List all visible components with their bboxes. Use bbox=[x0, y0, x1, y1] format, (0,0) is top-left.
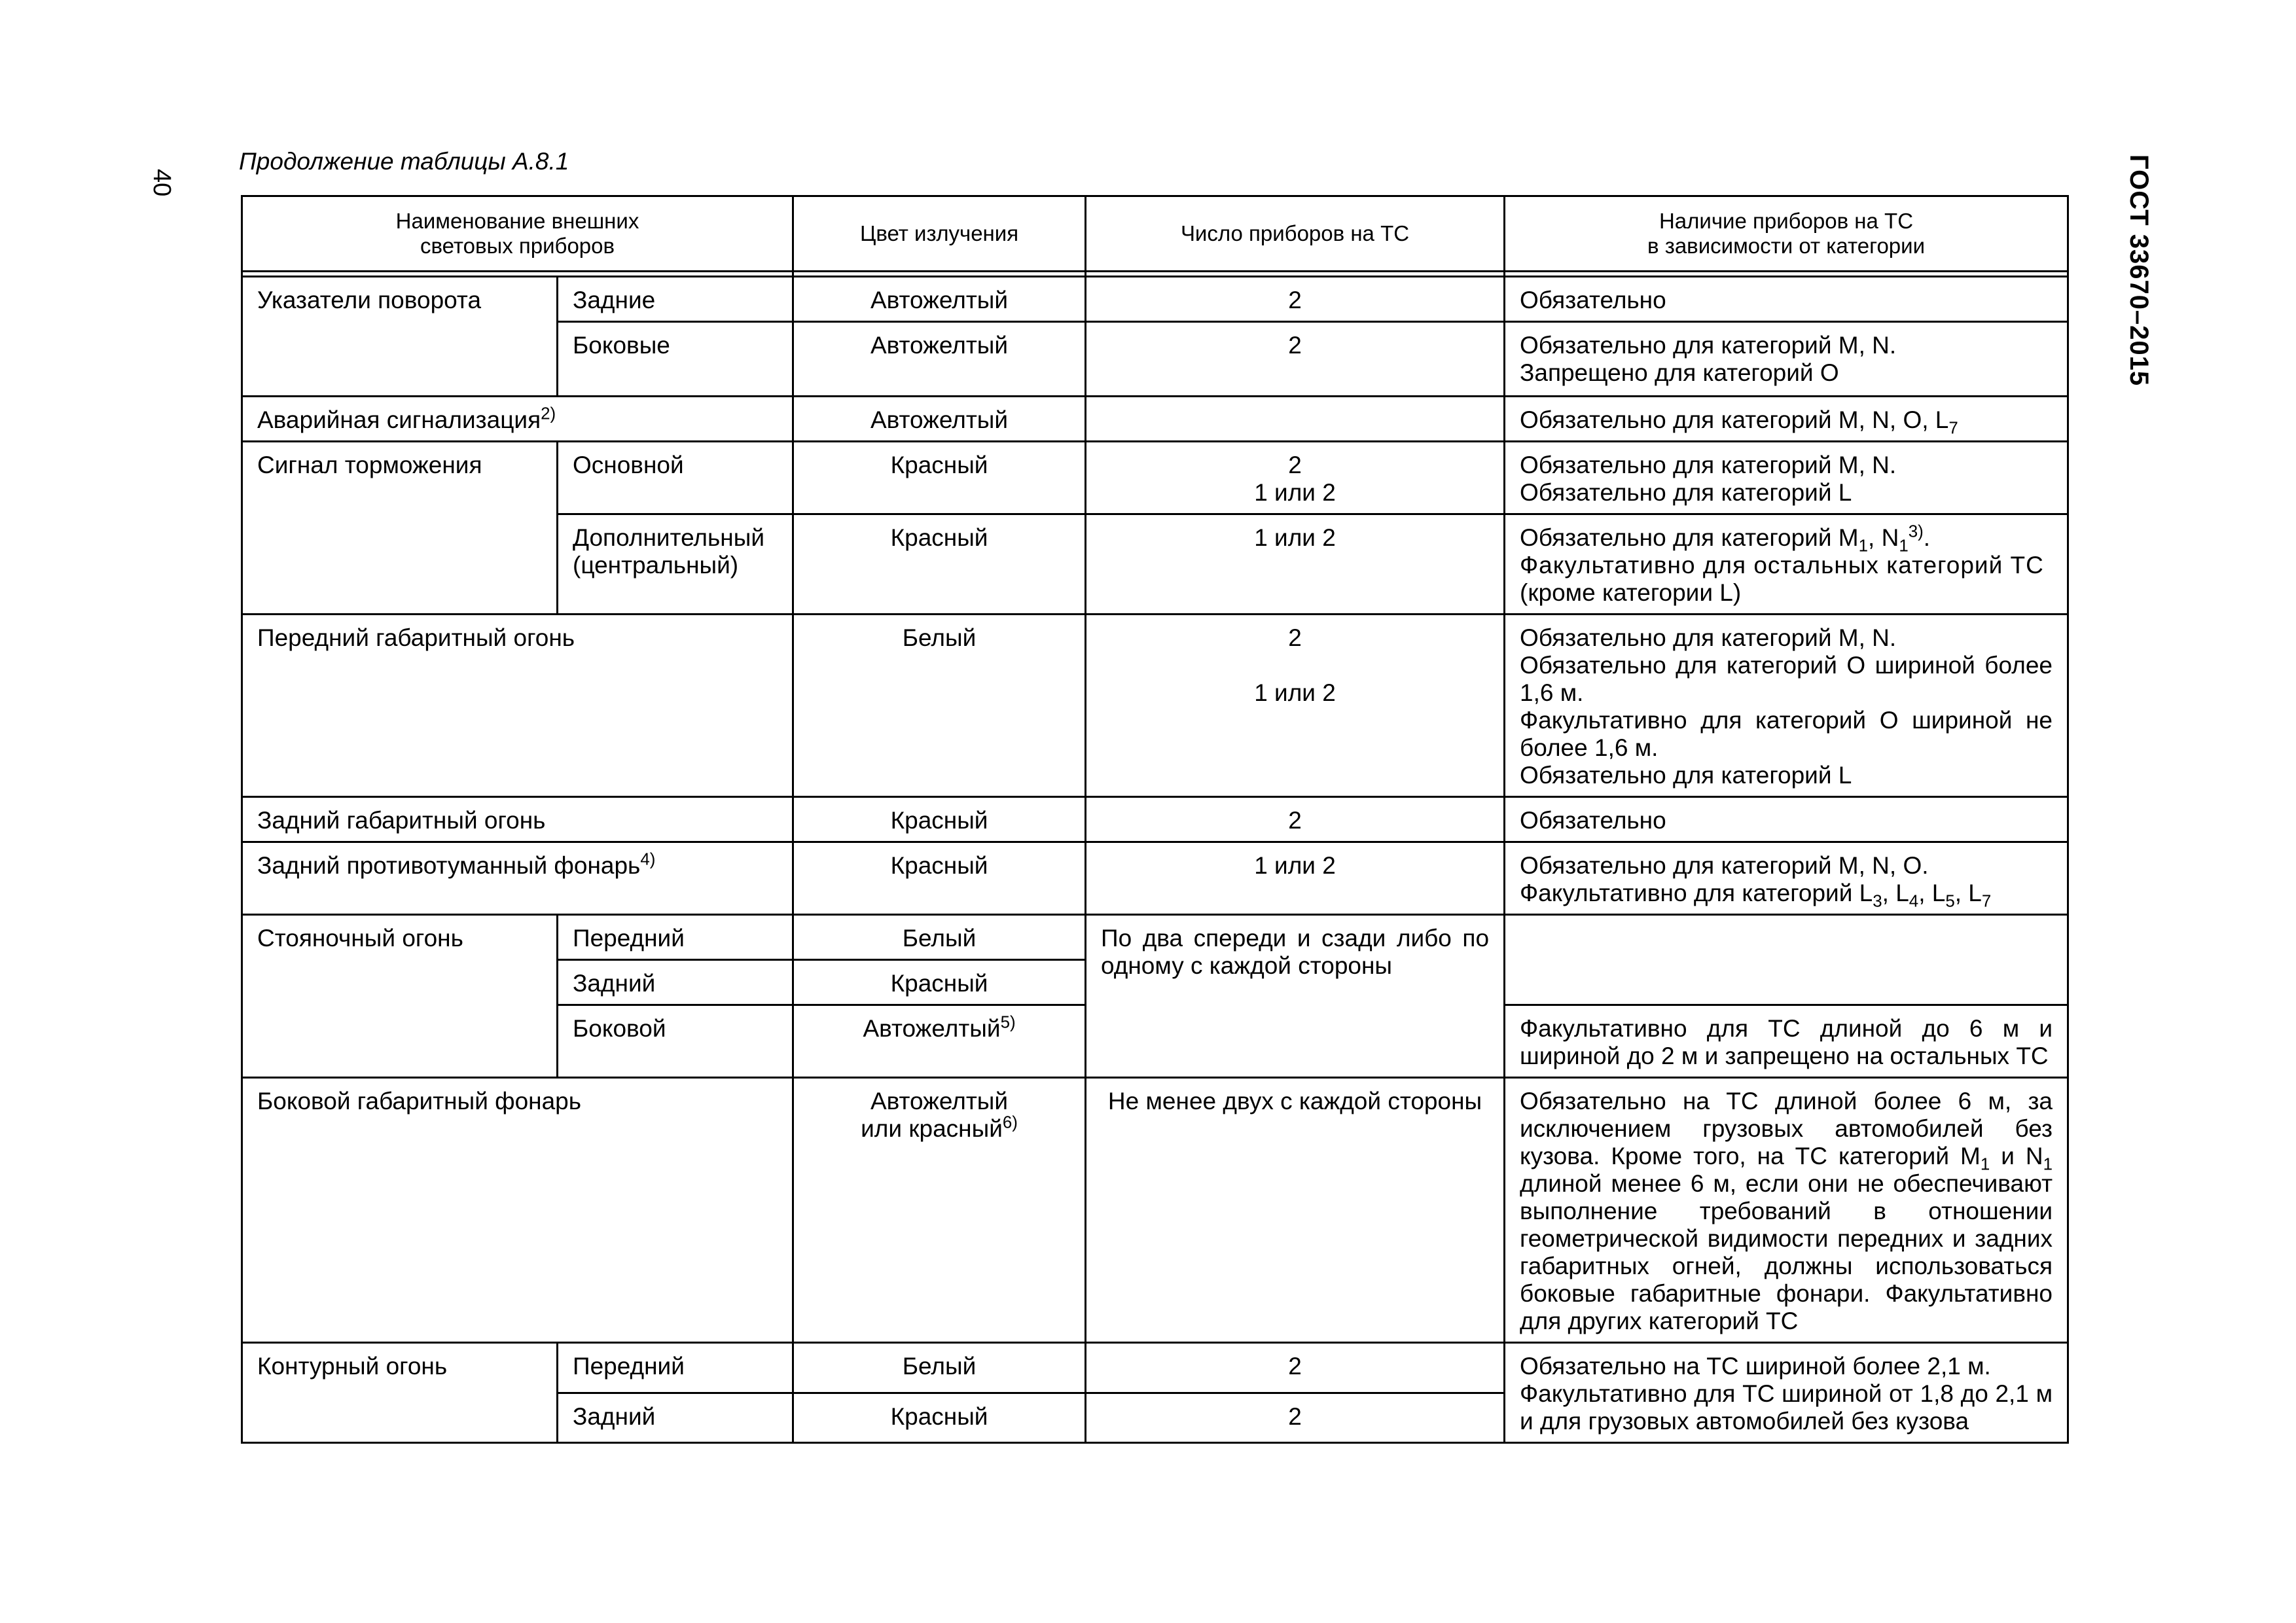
row-color: Автожелтый или красный$^{6)}$ bbox=[793, 1078, 1086, 1343]
row-color: Белый bbox=[793, 915, 1086, 960]
row-count: 2 bbox=[1086, 277, 1505, 322]
row-color: Красный bbox=[793, 797, 1086, 842]
row-color: Автожелтый$^{5)}$ bbox=[793, 1005, 1086, 1078]
row-subname: Основной bbox=[558, 442, 793, 514]
table-header-row bbox=[242, 196, 2068, 272]
row-name: Задний противотуманный фонарь$^{4)}$ bbox=[242, 842, 793, 915]
row-color: Белый bbox=[793, 1343, 1086, 1393]
page-number: 40 bbox=[148, 169, 175, 197]
table-row bbox=[242, 1078, 2068, 1343]
row-presence: Обязательно bbox=[1505, 797, 2068, 842]
row-presence: Обязательно для категорий М, N. Обязательно для категорий L bbox=[1505, 442, 2068, 514]
row-subname: Передний bbox=[558, 1343, 793, 1393]
row-count: По два спереди и сзади либо по одному с каждой стороны bbox=[1086, 915, 1505, 1078]
row-name: Аварийная сигнализация$^{2)}$ bbox=[242, 397, 793, 442]
row-presence: Обязательно на ТС длиной более 6 м, за исключением грузовых автомобилей без кузова. Кроме того, на ТС категорий $М_1$ и $N_1$ длиной менее 6 м, если они не обеспечивают выполнение требований в отношении геометрической видимости передних и задних габаритных огней, должны использоваться боковые габаритные фонари. Факультативно для других категорий ТС bbox=[1505, 1078, 2068, 1343]
row-subname: Передний bbox=[558, 915, 793, 960]
row-color: Автожелтый bbox=[793, 397, 1086, 442]
row-color: Красный bbox=[793, 514, 1086, 615]
row-name: Сигнал торможения bbox=[242, 442, 558, 615]
lighting-devices-table bbox=[241, 195, 2069, 1444]
row-count: 2 bbox=[1086, 797, 1505, 842]
row-color: Автожелтый bbox=[793, 322, 1086, 397]
row-count: Не менее двух с каждой стороны bbox=[1086, 1078, 1505, 1343]
row-presence: Факультативно для ТС длиной до 6 м и шириной до 2 м и запрещено на остальных ТС bbox=[1505, 1005, 2068, 1078]
table-caption: Продолжение таблицы А.8.1 bbox=[239, 148, 569, 175]
row-name: Указатели поворота bbox=[242, 277, 558, 397]
row-subname: Задние bbox=[558, 277, 793, 322]
table-row bbox=[242, 615, 2068, 797]
table-row bbox=[242, 1343, 2068, 1393]
row-color: Красный bbox=[793, 442, 1086, 514]
document-code: ГОСТ 33670–2015 bbox=[2125, 154, 2153, 387]
row-presence: Обязательно для категорий М, N, О, $L_7$ bbox=[1505, 397, 2068, 442]
row-color: Красный bbox=[793, 1393, 1086, 1443]
row-color: Красный bbox=[793, 960, 1086, 1005]
row-presence: Обязательно на ТС шириной более 2,1 м. Факультативно для ТС шириной от 1,8 до 2,1 м и для грузовых автомобилей без кузова bbox=[1505, 1343, 2068, 1443]
table-row bbox=[242, 277, 2068, 322]
row-name: Боковой габаритный фонарь bbox=[242, 1078, 793, 1343]
row-count: 2 1 или 2 bbox=[1086, 615, 1505, 797]
row-name: Передний габаритный огонь bbox=[242, 615, 793, 797]
row-subname: Дополнительный (центральный) bbox=[558, 514, 793, 615]
row-color: Белый bbox=[793, 615, 1086, 797]
row-count: 1 или 2 bbox=[1086, 842, 1505, 915]
row-presence bbox=[1505, 915, 2068, 1005]
table-row bbox=[242, 797, 2068, 842]
table-row bbox=[242, 442, 2068, 514]
row-subname: Боковые bbox=[558, 322, 793, 397]
row-presence: Обязательно для категорий М, N. Запрещено для категорий О bbox=[1505, 322, 2068, 397]
row-subname: Задний bbox=[558, 1393, 793, 1443]
row-presence: Обязательно для категорий $М_1$, $N_1^{3)}$. Факультативно для остальных категорий ТС (кроме категории L) bbox=[1505, 514, 2068, 615]
row-count bbox=[1086, 397, 1505, 442]
row-count: 2 1 или 2 bbox=[1086, 442, 1505, 514]
row-subname: Задний bbox=[558, 960, 793, 1005]
table-row bbox=[242, 842, 2068, 915]
header-color: Цвет излучения bbox=[793, 196, 1086, 272]
row-count: 2 bbox=[1086, 1393, 1505, 1443]
row-presence: Обязательно bbox=[1505, 277, 2068, 322]
row-presence: Обязательно для категорий М, N, О. Факультативно для категорий $L_3$, $L_4$, $L_5$, $L_7$ bbox=[1505, 842, 2068, 915]
row-count: 2 bbox=[1086, 1343, 1505, 1393]
row-count: 2 bbox=[1086, 322, 1505, 397]
table-row bbox=[242, 397, 2068, 442]
row-name: Стояночный огонь bbox=[242, 915, 558, 1078]
row-count: 1 или 2 bbox=[1086, 514, 1505, 615]
row-color: Красный bbox=[793, 842, 1086, 915]
row-name: Задний габаритный огонь bbox=[242, 797, 793, 842]
row-color: Автожелтый bbox=[793, 277, 1086, 322]
header-count: Число приборов на ТС bbox=[1086, 196, 1505, 272]
row-subname: Боковой bbox=[558, 1005, 793, 1078]
row-presence: Обязательно для категорий М, N. Обязательно для категорий О шириной более 1,6 м. Факультативно для категорий О шириной не более 1,6 м. Обязательно для категорий L bbox=[1505, 615, 2068, 797]
header-presence: Наличие приборов на ТС в зависимости от категории bbox=[1505, 196, 2068, 272]
header-device-name: Наименование внешних световых приборов bbox=[242, 196, 793, 272]
row-name: Контурный огонь bbox=[242, 1343, 558, 1443]
table-row bbox=[242, 915, 2068, 960]
